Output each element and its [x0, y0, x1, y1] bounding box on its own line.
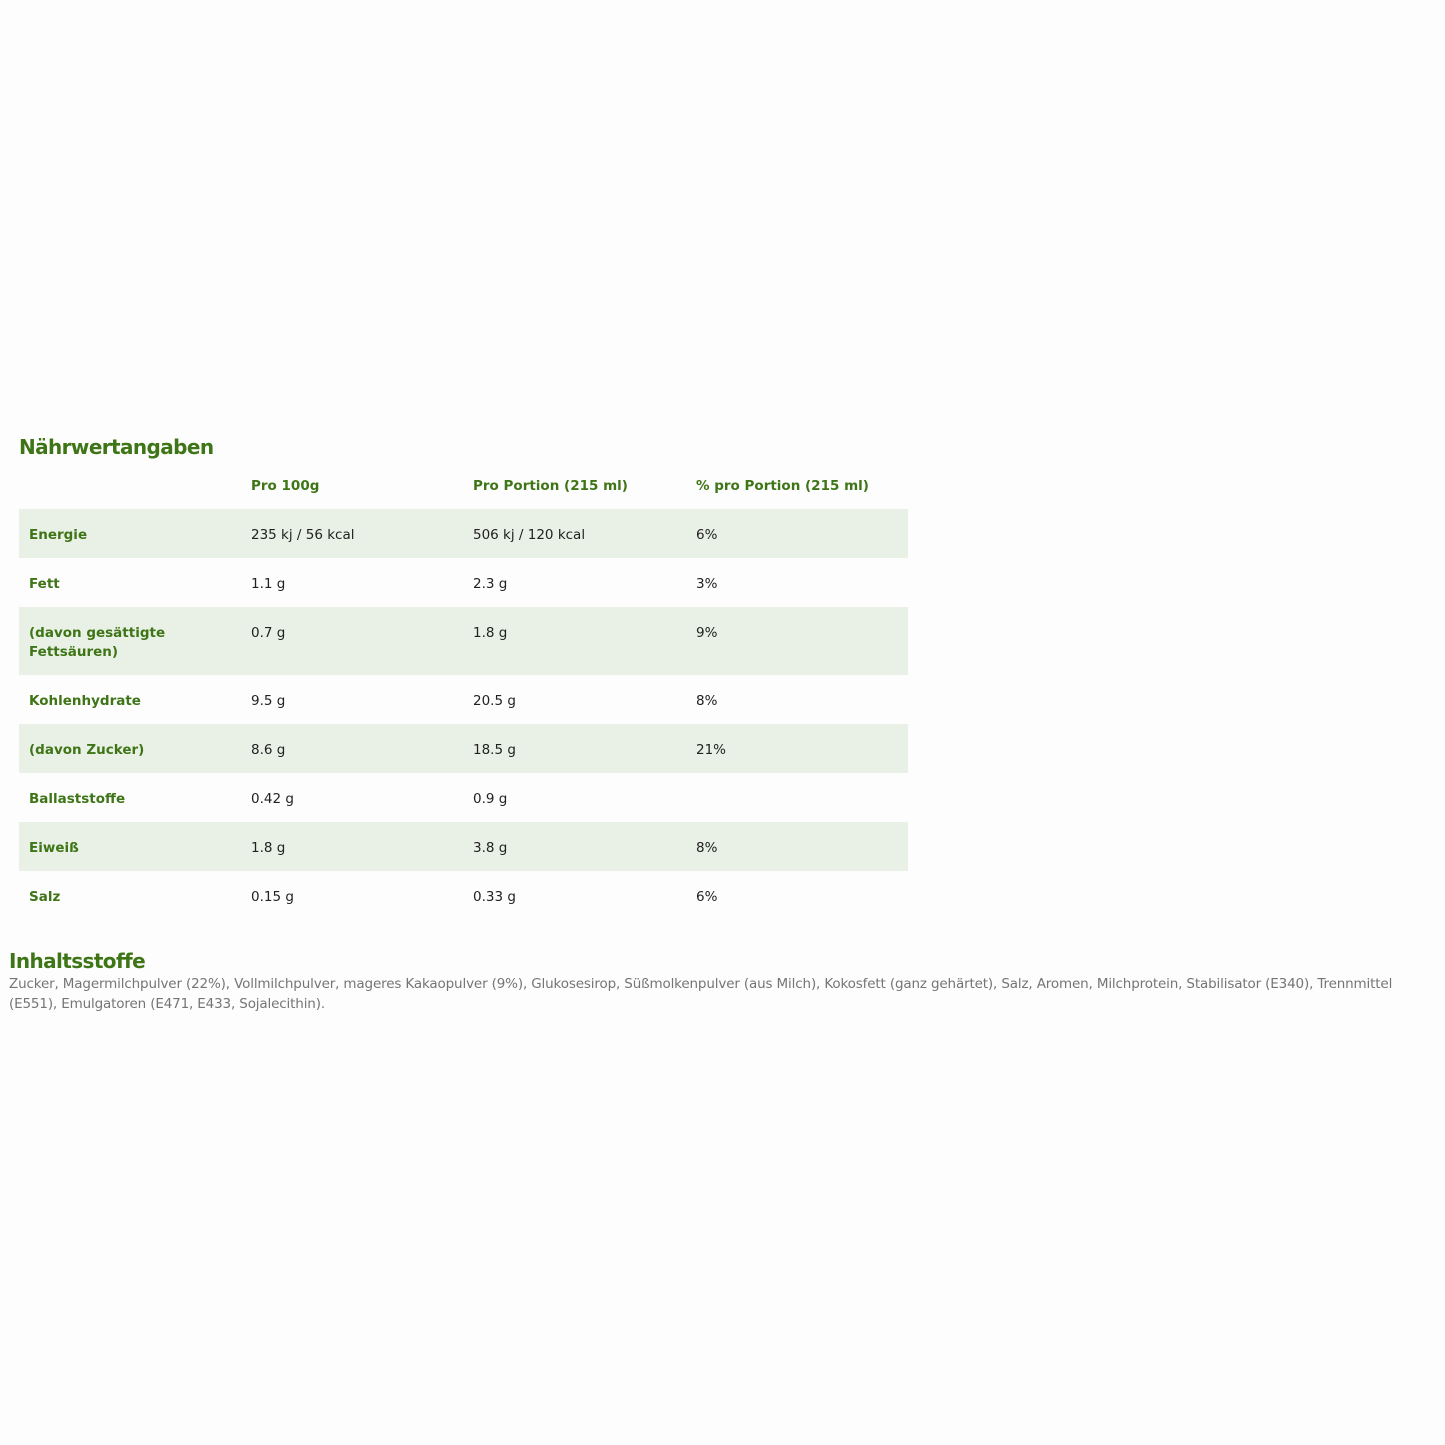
table-row — [19, 724, 908, 773]
table-row — [19, 675, 908, 724]
nutrient-label: Fett — [29, 576, 60, 592]
ingredients-title: Inhaltsstoffe — [9, 949, 146, 973]
value-per-100g: 235 kj / 56 kcal — [241, 509, 463, 558]
ingredients-text: Zucker, Magermilchpulver (22%), Vollmilchpulver, mageres Kakaopulver (9%), Glukosesirop, Süßmolkenpulver (aus Milch), Kokosfett (ganz gehärtet), Salz, Aromen, Milchprotein, Stabilisator (E340), Trennmittel (E551), Emulgatoren (E471, E433, Sojalecithin). — [9, 976, 1393, 1012]
nutrient-label: (davon gesättigte Fettsäuren) — [19, 607, 241, 675]
value-per-100g: 0.42 g — [251, 791, 294, 807]
value-per-100g: 0.7 g — [241, 607, 463, 675]
nutrition-table — [19, 462, 908, 920]
value-percent: 9% — [686, 607, 908, 675]
value-percent: 6% — [696, 889, 718, 905]
value-percent: 6% — [686, 509, 908, 558]
header-per-100g: Pro 100g — [251, 477, 320, 494]
table-row — [19, 871, 908, 920]
nutrient-label: Energie — [19, 509, 241, 558]
value-per-portion: 18.5 g — [463, 724, 686, 773]
value-per-100g: 8.6 g — [241, 724, 463, 773]
nutrient-label: Salz — [29, 889, 61, 905]
value-per-portion: 20.5 g — [473, 693, 516, 709]
nutrition-section — [19, 432, 908, 920]
table-header-row — [19, 462, 908, 509]
header-nutrient — [19, 462, 241, 509]
value-percent: 21% — [686, 724, 908, 773]
value-percent: 8% — [686, 822, 908, 871]
value-per-portion: 3.8 g — [463, 822, 686, 871]
ingredients-section — [9, 947, 1439, 1014]
value-per-100g: 1.1 g — [251, 576, 286, 592]
table-row — [19, 607, 908, 675]
table-row — [19, 773, 908, 822]
value-per-100g: 1.8 g — [241, 822, 463, 871]
table-row — [19, 822, 908, 871]
value-per-portion: 0.33 g — [473, 889, 516, 905]
header-per-portion: Pro Portion (215 ml) — [473, 477, 628, 494]
nutrient-label: Kohlenhydrate — [29, 693, 141, 709]
nutrient-label: Ballaststoffe — [29, 791, 126, 807]
value-per-portion: 2.3 g — [473, 576, 508, 592]
value-percent: 8% — [696, 693, 718, 709]
table-row — [19, 509, 908, 558]
nutrient-label: (davon Zucker) — [19, 724, 241, 773]
header-percent-portion: % pro Portion (215 ml) — [696, 477, 869, 494]
nutrition-title: Nährwertangaben — [19, 435, 214, 459]
value-per-portion: 0.9 g — [473, 791, 508, 807]
value-percent: 3% — [696, 576, 718, 592]
value-percent — [686, 773, 908, 822]
table-row — [19, 558, 908, 607]
value-per-100g: 0.15 g — [251, 889, 294, 905]
value-per-100g: 9.5 g — [251, 693, 286, 709]
value-per-portion: 1.8 g — [463, 607, 686, 675]
value-per-portion: 506 kj / 120 kcal — [463, 509, 686, 558]
nutrient-label: Eiweiß — [19, 822, 241, 871]
